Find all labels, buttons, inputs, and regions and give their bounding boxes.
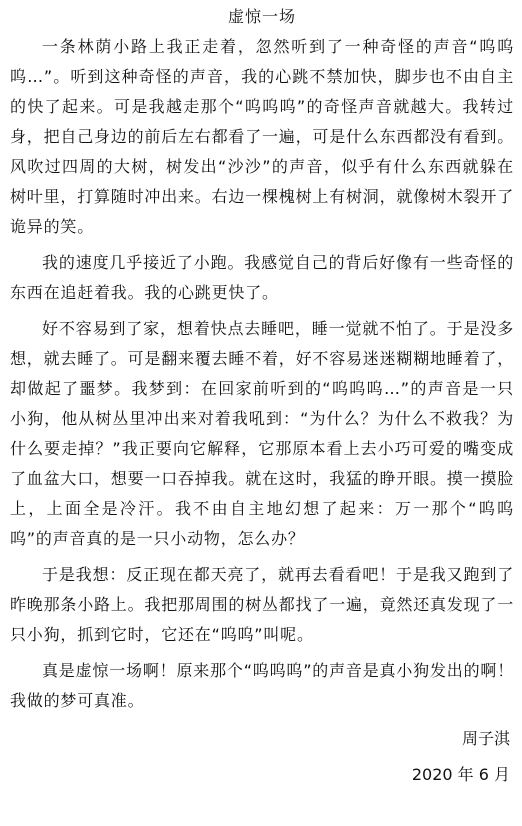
essay-page: [10, 0, 514, 826]
author-signature: 周子淇: [461, 729, 510, 748]
essay-paragraph-4: 于是我想：反正现在都天亮了，就再去看看吧！于是我又跑到了昨晚那条小路上。我把那周围的树丛都找了一遍，竟然还真发现了一只小狗，抓到它时，它还在“呜呜”叫呢。: [10, 565, 515, 644]
essay-paragraph-2: 我的速度几乎接近了小跑。我感觉自己的背后好像有一些奇怪的东西在追赶着我。我的心跳更快了。: [10, 253, 514, 302]
essay-paragraph-1: 一条林荫小路上我正走着，忽然听到了一种奇怪的声音“呜呜呜…”。听到这种奇怪的声音，我的心跳不禁加快，脚步也不由自主的快了起来。可是我越走那个“呜呜呜”的奇怪声音就越大。我转过身，把自己身边的前后左右都看了一遍，可是什么东西都没有看到。风吹过四周的大树，树发出“沙沙”的声音，似乎有什么东西就躲在树叶里，打算随时冲出来。右边一棵槐树上有树洞，就像树木裂开了诡异的笑。: [10, 37, 515, 236]
essay-title: 虚惊一场: [227, 7, 296, 26]
essay-date: 2020 年 6 月: [411, 765, 510, 784]
essay-paragraph-5: 真是虚惊一场啊！原来那个“呜呜呜”的声音是真小狗发出的啊！我做的梦可真准。: [10, 661, 514, 710]
essay-paragraph-3: 好不容易到了家，想着快点去睡吧，睡一觉就不怕了。于是没多想，就去睡了。可是翻来覆去睡不着，好不容易迷迷糊糊地睡着了，却做起了噩梦。我梦到：在回家前听到的“呜呜呜…”的声音是一只小狗，他从树丛里冲出来对着我吼到：“为什么？为什么不救我？为什么要走掉？”我正要向它解释，它那原本看上去小巧可爱的嘴变成了血盆大口，想要一口吞掉我。就在这时，我猛的睁开眼。摸一摸脸上，上面全是冷汗。我不由自主地幻想了起来：万一那个“呜呜呜”的声音真的是一只小动物，怎么办？: [10, 319, 515, 548]
